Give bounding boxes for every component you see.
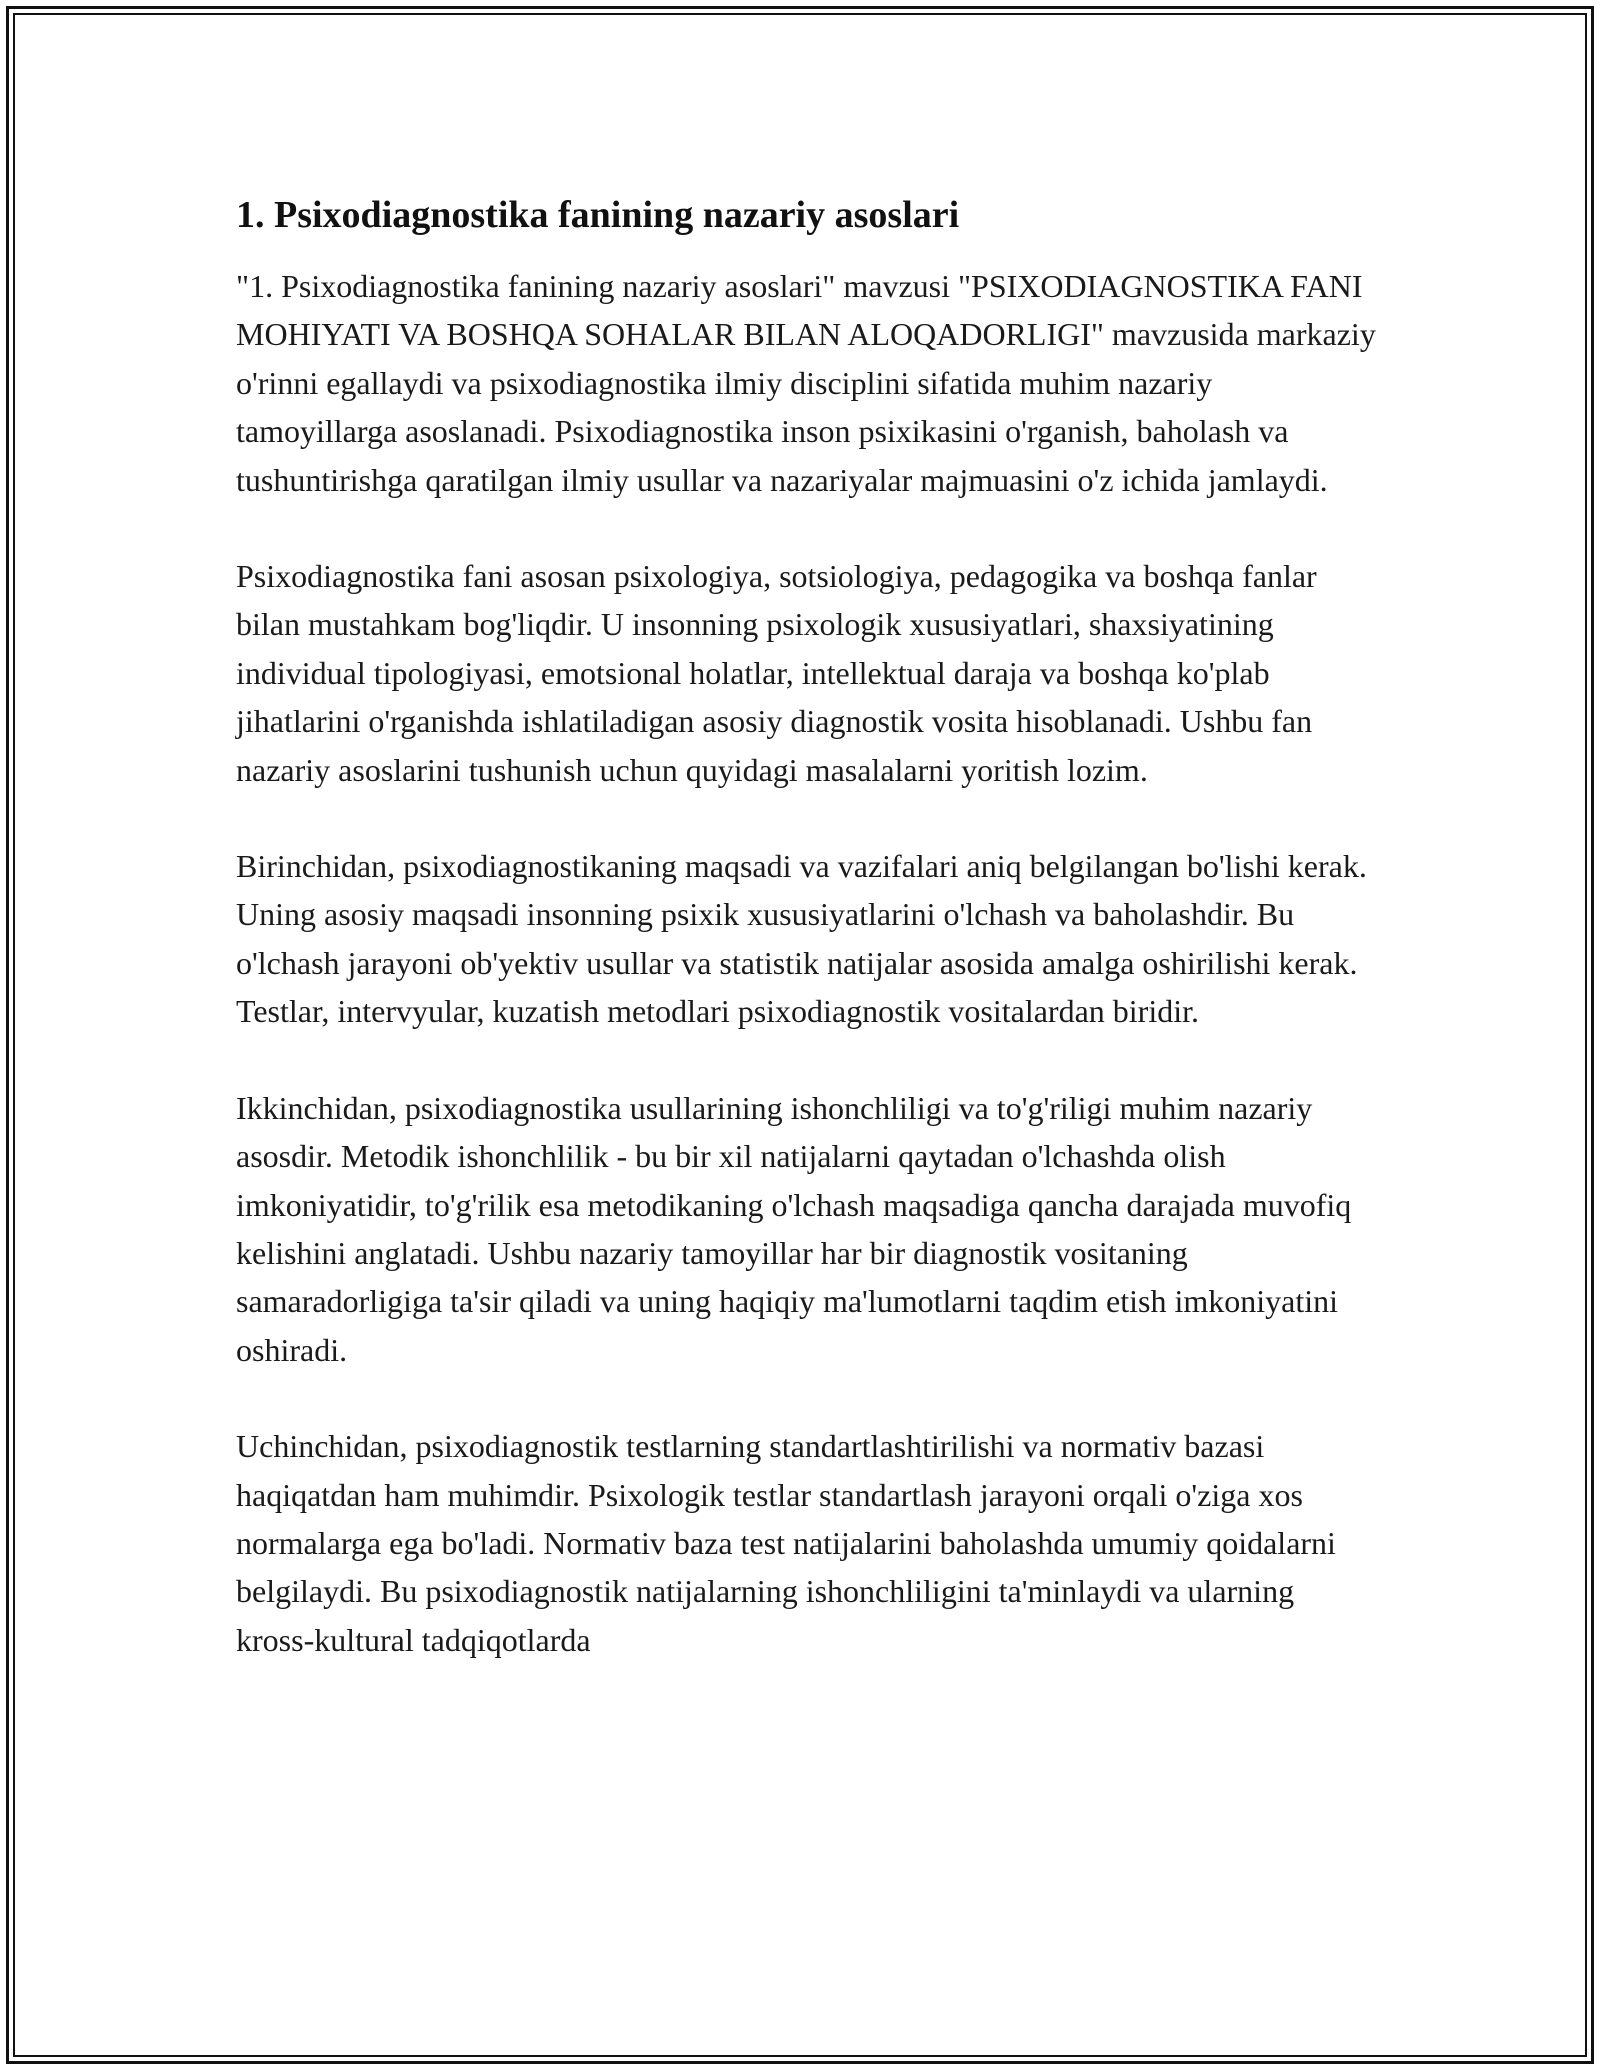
paragraph-5: Uchinchidan, psixodiagnostik testlarning standartlashtirilishi va normativ bazasi haqiqatdan ham muhimdir. Psixologik testlar standartlash jarayoni orqali o'ziga xos normalarga ega bo'ladi. Normativ baza test natijalarini baholashda umumiy qoidalarni belgilaydi. Bu psixodiagnostik natijalarning ishonchliligini ta'minlaydi va ularning kross-kultural tadqiqotlarda [236, 1428, 1336, 1658]
paragraph-3: Birinchidan, psixodiagnostikaning maqsadi va vazifalari aniq belgilangan bo'lishi kerak. Uning asosiy maqsadi insonning psixik xususiyatlarini o'lchash va baholashdir. Bu o'lchash jarayoni ob'yektiv usullar va statistik natijalar asosida amalga oshirilishi kerak. Testlar, intervyular, kuzatish metodlari psixodiagnostik vositalardan biridir. [236, 848, 1367, 1030]
document-title: 1. Psixodiagnostika fanining nazariy asoslari [236, 194, 960, 236]
paragraph-4: Ikkinchidan, psixodiagnostika usullarining ishonchliligi va to'g'riligi muhim nazariy asosdir. Metodik ishonchlilik - bu bir xil natijalarni qaytadan o'lchashda olish imkoniyatidir, to'g'rilik esa metodikaning o'lchash maqsadiga qancha darajada muvofiq kelishini anglatadi. Ushbu nazariy tamoyillar har bir diagnostik vositaning samaradorligiga ta'sir qiladi va uning haqiqiy ma'lumotlarni taqdim etish imkoniyatini oshiradi. [236, 1089, 1352, 1368]
document-body [236, 190, 1376, 1664]
paragraph-2: Psixodiagnostika fani asosan psixologiya, sotsiologiya, pedagogika va boshqa fanlar bilan mustahkam bog'liqdir. U insonning psixologik xususiyatlari, shaxsiyatining individual tipologiyasi, emotsional holatlar, intellektual daraja va boshqa ko'plab jihatlarini o'rganishda ishlatiladigan asosiy diagnostik vosita hisoblanadi. Ushbu fan nazariy asoslarini tushunish uchun quyidagi masalalarni yoritish lozim. [236, 558, 1317, 788]
paragraph-1: "1. Psixodiagnostika fanining nazariy asoslari" mavzusi "PSIXODIAGNOSTIKA FANI MOHIYATI VA BOSHQA SOHALAR BILAN ALOQADORLIGI" mavzusida markaziy o'rinni egallaydi va psixodiagnostika ilmiy disciplini sifatida muhim nazariy tamoyillarga asoslanadi. Psixodiagnostika inson psixikasini o'rganish, baholash va tushuntirishga qaratilgan ilmiy usullar va nazariyalar majmuasini o'z ichida jamlaydi. [236, 268, 1376, 498]
